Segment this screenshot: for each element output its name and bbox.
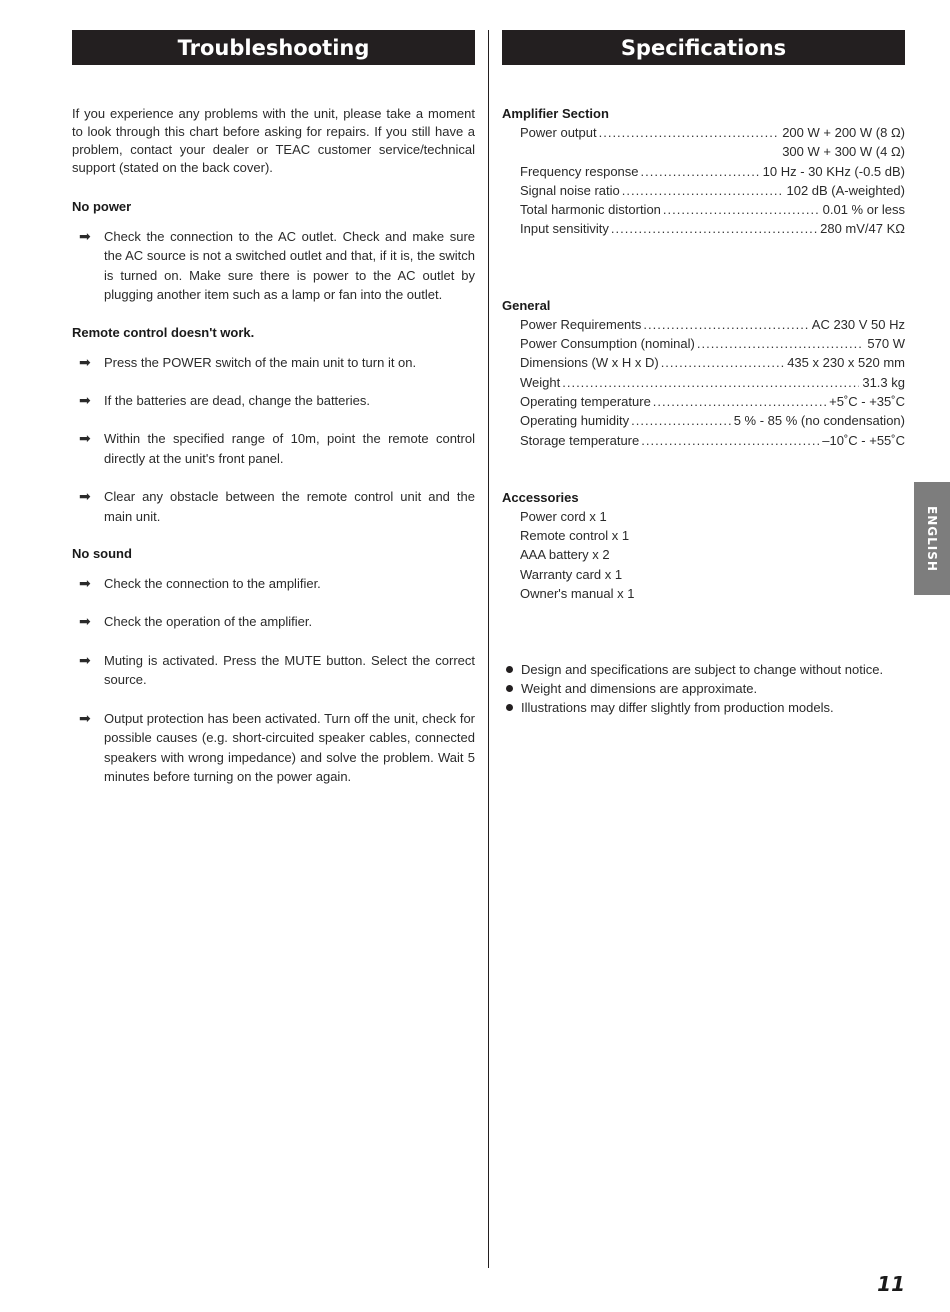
page-number: 11 <box>877 1272 905 1296</box>
dot-leader <box>653 392 826 411</box>
arrow-right-icon: ➡ <box>79 228 91 244</box>
list-item <box>72 353 475 372</box>
dot-leader <box>643 315 808 334</box>
spec-row <box>520 181 905 200</box>
spacer <box>502 450 905 488</box>
note-item <box>502 698 905 717</box>
spec-row <box>520 315 905 334</box>
section-no-sound <box>72 545 475 786</box>
spec-value: 280 mV/47 KΩ <box>820 221 905 237</box>
amplifier-section-heading: Amplifier Section <box>502 106 609 121</box>
spec-label: Operating humidity <box>520 413 630 429</box>
arrow-right-icon: ➡ <box>79 353 91 370</box>
section-remote-control <box>72 324 475 526</box>
general-section-heading: General <box>502 297 551 313</box>
spec-row <box>520 200 905 219</box>
language-label: ENGLISH <box>925 505 939 572</box>
dot-leader <box>599 123 780 142</box>
spec-label: Storage temperature <box>520 432 640 448</box>
item-text: Check the connection to the amplifier. <box>104 576 321 592</box>
arrow-right-icon: ➡ <box>79 651 91 668</box>
spacer <box>502 239 905 296</box>
section-heading: No power <box>72 199 132 214</box>
spec-label: Signal noise ratio <box>520 182 620 198</box>
accessory-item: Warranty card x 1 <box>520 566 623 582</box>
note-text: Weight and dimensions are approximate. <box>521 681 758 697</box>
list-item <box>72 574 475 593</box>
list-item <box>72 612 475 631</box>
spec-label: Power Requirements <box>520 316 642 332</box>
spec-value: 10 Hz - 30 KHz (-0.5 dB) <box>762 163 905 179</box>
spec-label: Operating temperature <box>520 393 651 409</box>
spec-value: AC 230 V 50 Hz <box>811 316 905 332</box>
list-item <box>72 487 475 526</box>
spec-value: 435 x 230 x 520 mm <box>787 355 905 371</box>
spacer <box>502 603 905 660</box>
item-text: Within the specified range of 10m, point the remote control directly at the unit's front panel. <box>104 431 475 466</box>
spec-row <box>520 123 905 142</box>
spec-label: Frequency response <box>520 163 639 179</box>
item-text: Clear any obstacle between the remote control unit and the main unit. <box>104 489 475 524</box>
dot-leader <box>641 431 819 450</box>
spec-row <box>520 373 905 392</box>
spec-notes <box>502 660 905 717</box>
item-text: If the batteries are dead, change the batteries. <box>104 393 370 409</box>
troubleshooting-title: Troubleshooting <box>72 30 475 65</box>
accessories-section-heading: Accessories <box>502 489 579 505</box>
spec-row <box>520 334 905 353</box>
spec-value: –10˚C - +55˚C <box>822 432 905 448</box>
section-heading: No sound <box>72 546 132 562</box>
spec-row <box>520 219 905 238</box>
specifications-title: Specifications <box>502 30 905 65</box>
dot-leader <box>661 353 785 372</box>
spec-value: +5˚C - +35˚C <box>829 393 905 409</box>
bullet-dot-icon <box>506 666 513 673</box>
note-text: Design and specifications are subject to change without notice. <box>521 662 884 678</box>
item-text: Check the connection to the AC outlet. Check and make sure the AC source is not a switched outlet and that, if it is, the switch is turned on. Make sure there is power to the AC outlet by plugging another item such as a lamp or fan into the outlet. <box>104 229 475 303</box>
spec-label: Power Consumption (nominal) <box>520 336 695 352</box>
arrow-right-icon: ➡ <box>79 613 91 630</box>
spec-row <box>520 431 905 450</box>
note-item <box>502 679 905 698</box>
dot-leader <box>663 200 820 219</box>
spec-row <box>520 353 905 372</box>
item-text: Output protection has been activated. Turn off the unit, check for possible causes (e.g. short-circuited speaker cables, connected speakers with wrong impedance) and solve the problem. Wait 5 minutes before turning on the power again. <box>104 710 475 784</box>
troubleshooting-intro: If you experience any problems with the unit, please take a moment to look through this chart before asking for repairs. If you still have a problem, contact your dealer or TEAC customer service/technical support (stated on the back cover). <box>72 106 475 175</box>
section-heading: Remote control doesn't work. <box>72 324 255 340</box>
spec-value: 102 dB (A-weighted) <box>786 182 905 198</box>
spec-label: Total harmonic distortion <box>520 202 661 218</box>
troubleshooting-column <box>72 105 475 805</box>
list-item <box>72 651 475 690</box>
item-text: Check the operation of the amplifier. <box>104 614 313 630</box>
spec-row <box>520 392 905 411</box>
dot-leader <box>622 181 784 200</box>
list-item <box>72 227 475 305</box>
dot-leader <box>562 373 859 392</box>
bullet-dot-icon <box>506 704 513 711</box>
spec-value: 200 W + 200 W (8 Ω) <box>782 125 905 140</box>
spec-value-extra: 300 W + 300 W (4 Ω) <box>782 144 905 160</box>
dot-leader <box>697 334 865 353</box>
arrow-right-icon: ➡ <box>79 488 91 505</box>
bullet-dot-icon <box>506 685 513 692</box>
item-text: Muting is activated. Press the MUTE button. Select the correct source. <box>104 652 475 688</box>
spec-value: 570 W <box>867 336 905 352</box>
list-item <box>72 709 475 787</box>
spec-label: Power output <box>520 125 597 140</box>
arrow-right-icon: ➡ <box>79 430 91 447</box>
spec-label: Input sensitivity <box>520 221 609 237</box>
spec-label: Dimensions (W x H x D) <box>520 355 659 371</box>
spec-row <box>520 411 905 430</box>
arrow-right-icon: ➡ <box>79 392 91 409</box>
note-text: Illustrations may differ slightly from production models. <box>521 700 834 716</box>
accessory-item: Owner's manual x 1 <box>520 586 635 602</box>
language-side-tab <box>914 482 950 595</box>
specifications-column <box>502 104 905 717</box>
arrow-right-icon: ➡ <box>79 709 91 726</box>
spec-value: 31.3 kg <box>862 374 905 390</box>
accessory-item: Remote control x 1 <box>520 528 630 544</box>
list-item <box>72 429 475 468</box>
dot-leader <box>631 411 731 430</box>
list-item <box>72 391 475 410</box>
arrow-right-icon: ➡ <box>79 575 91 592</box>
accessory-item: Power cord x 1 <box>520 508 607 524</box>
accessory-item: AAA battery x 2 <box>520 547 610 563</box>
spec-row <box>520 162 905 181</box>
spec-value: 5 % - 85 % (no condensation) <box>733 413 905 429</box>
item-text: Press the POWER switch of the main unit to turn it on. <box>104 354 417 370</box>
dot-leader <box>611 219 817 238</box>
dot-leader <box>641 162 760 181</box>
spec-value: 0.01 % or less <box>822 202 905 218</box>
column-divider <box>488 30 489 1268</box>
section-no-power <box>72 198 475 305</box>
spec-label: Weight <box>520 374 561 390</box>
note-item <box>502 660 905 679</box>
